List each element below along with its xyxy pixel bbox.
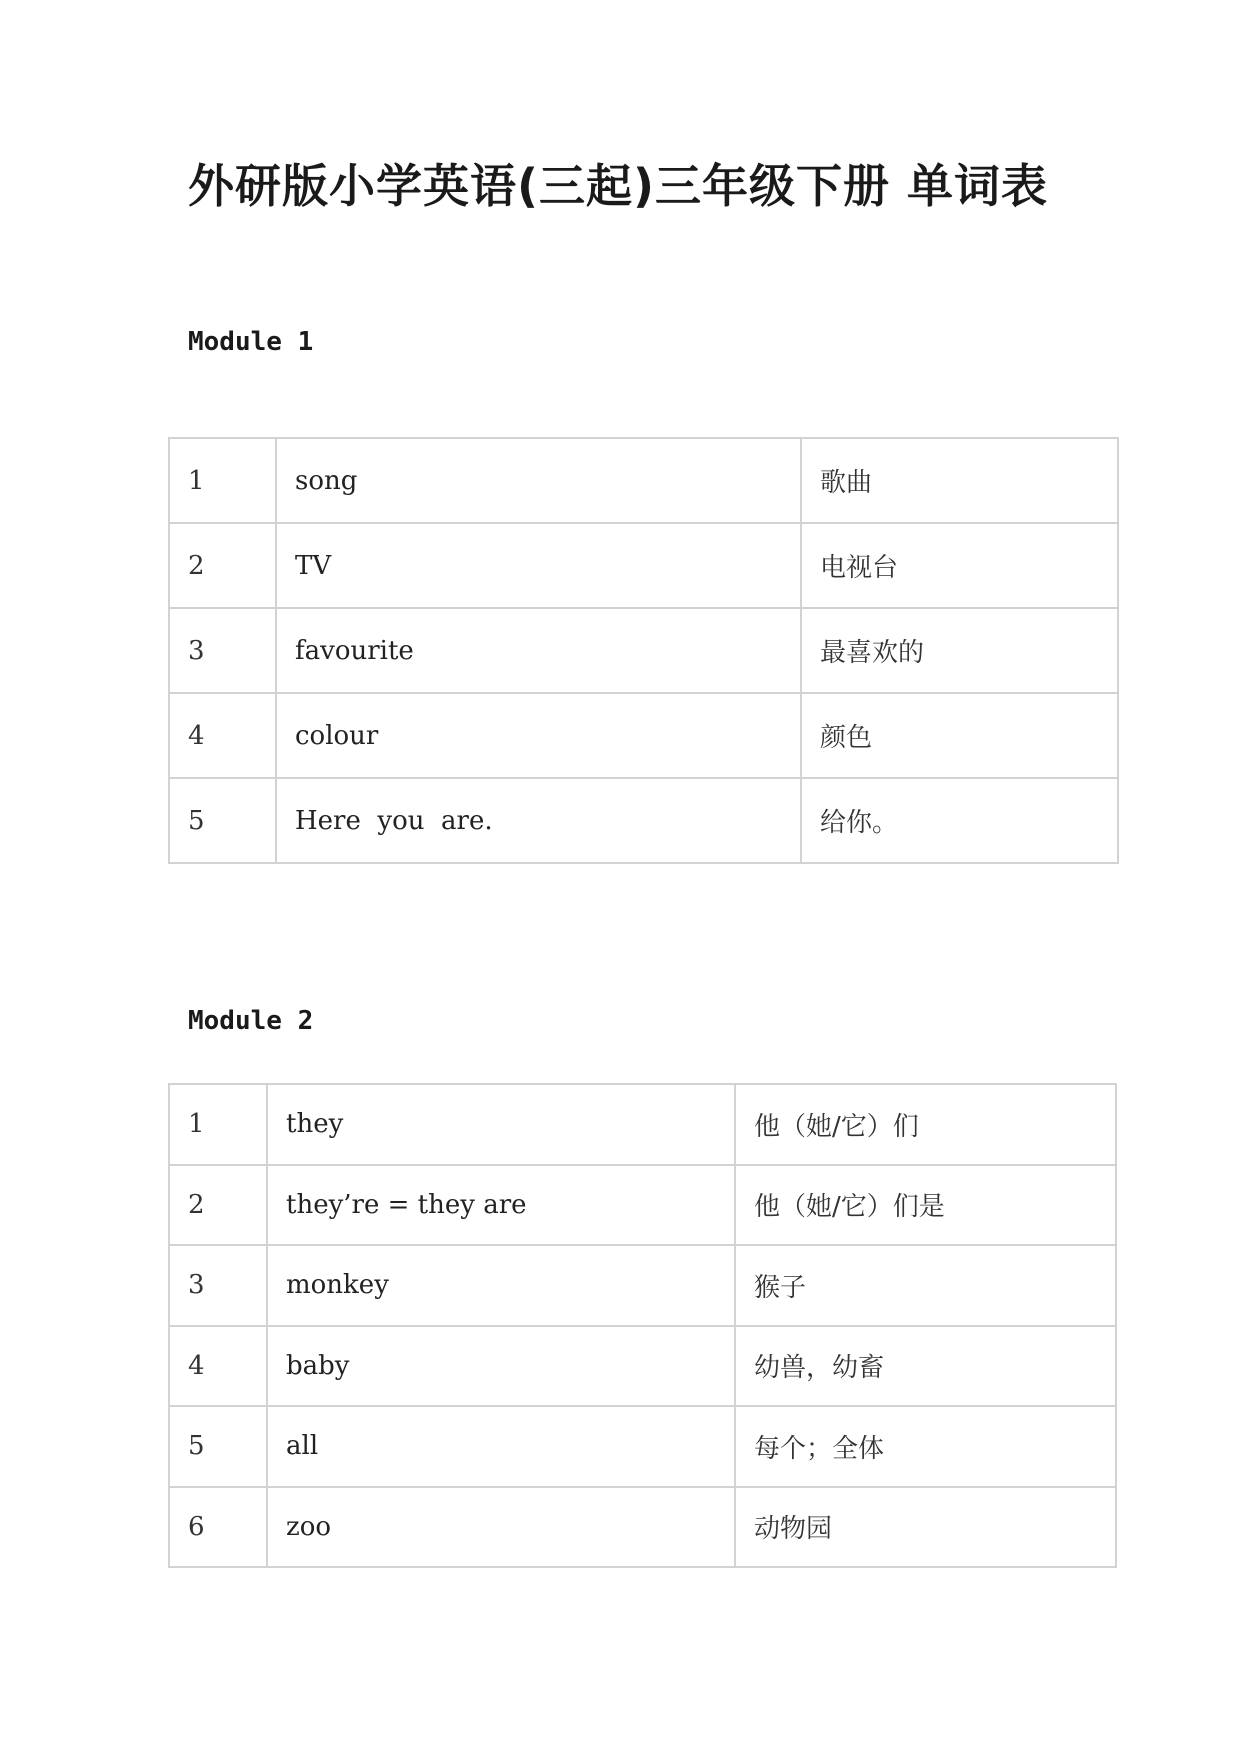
word-number: 1 bbox=[169, 1084, 267, 1165]
english-word: TV bbox=[276, 523, 801, 608]
page-title: 外研版小学英语(三起)三年级下册 单词表 bbox=[188, 159, 1049, 213]
module-2-vocab-table bbox=[168, 1083, 1117, 1568]
english-word: colour bbox=[276, 693, 801, 778]
table-row bbox=[169, 1487, 1116, 1568]
chinese-meaning: 每个；全体 bbox=[735, 1406, 1116, 1487]
word-number: 2 bbox=[169, 523, 276, 608]
word-number: 3 bbox=[169, 1245, 267, 1326]
module-1-heading: Module 1 bbox=[188, 327, 314, 357]
chinese-meaning: 猴子 bbox=[735, 1245, 1116, 1326]
chinese-meaning: 颜色 bbox=[801, 693, 1118, 778]
chinese-meaning: 他（她/它）们 bbox=[735, 1084, 1116, 1165]
english-word: all bbox=[267, 1406, 735, 1487]
english-word: baby bbox=[267, 1326, 735, 1407]
word-number: 6 bbox=[169, 1487, 267, 1568]
table-row bbox=[169, 693, 1118, 778]
table-row bbox=[169, 438, 1118, 523]
word-number: 3 bbox=[169, 608, 276, 693]
word-number: 5 bbox=[169, 1406, 267, 1487]
chinese-meaning: 最喜欢的 bbox=[801, 608, 1118, 693]
table-row bbox=[169, 1245, 1116, 1326]
module-2-heading: Module 2 bbox=[188, 1006, 314, 1036]
table-row bbox=[169, 778, 1118, 863]
english-word: song bbox=[276, 438, 801, 523]
english-word: zoo bbox=[267, 1487, 735, 1568]
word-number: 5 bbox=[169, 778, 276, 863]
table-row bbox=[169, 523, 1118, 608]
table-row bbox=[169, 608, 1118, 693]
english-word: Here you are. bbox=[276, 778, 801, 863]
chinese-meaning: 歌曲 bbox=[801, 438, 1118, 523]
table-row bbox=[169, 1326, 1116, 1407]
module-1-vocab-table bbox=[168, 437, 1119, 864]
chinese-meaning: 幼兽，幼畜 bbox=[735, 1326, 1116, 1407]
english-word: monkey bbox=[267, 1245, 735, 1326]
chinese-meaning: 电视台 bbox=[801, 523, 1118, 608]
table-row bbox=[169, 1406, 1116, 1487]
word-number: 4 bbox=[169, 693, 276, 778]
word-number: 4 bbox=[169, 1326, 267, 1407]
chinese-meaning: 他（她/它）们是 bbox=[735, 1165, 1116, 1246]
english-word: they’re = they are bbox=[267, 1165, 735, 1246]
table-row bbox=[169, 1165, 1116, 1246]
table-row bbox=[169, 1084, 1116, 1165]
english-word: favourite bbox=[276, 608, 801, 693]
english-word: they bbox=[267, 1084, 735, 1165]
chinese-meaning: 给你。 bbox=[801, 778, 1118, 863]
chinese-meaning: 动物园 bbox=[735, 1487, 1116, 1568]
word-number: 1 bbox=[169, 438, 276, 523]
word-number: 2 bbox=[169, 1165, 267, 1246]
